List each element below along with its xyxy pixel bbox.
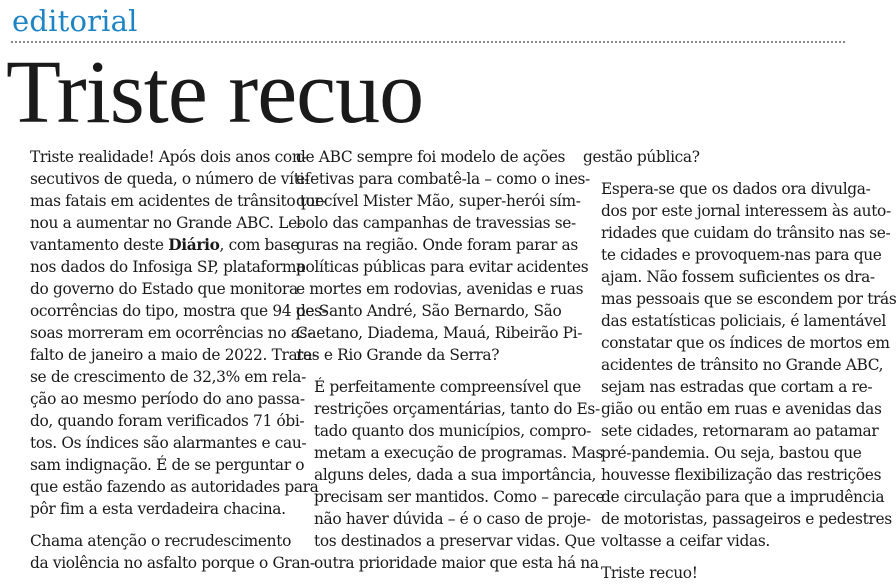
text-line: tos. Os índices são alarmantes e cau- bbox=[30, 434, 307, 452]
text-line: É perfeitamente compreensível que bbox=[314, 378, 581, 396]
article-column-1 bbox=[12, 146, 327, 574]
text-line: de motoristas, passageiros e pedestres bbox=[601, 510, 892, 528]
text-line: dos por este jornal interessem às auto- bbox=[601, 202, 891, 220]
text-line: pôr fim a esta verdadeira chacina. bbox=[30, 500, 286, 518]
text-line: ocorrências do tipo, mostra que 94 pes- bbox=[30, 302, 327, 320]
paragraph bbox=[583, 178, 896, 552]
text-line: te cidades e provoquem-nas para que bbox=[601, 246, 882, 264]
text-line: de ABC sempre foi modelo de ações bbox=[296, 148, 566, 166]
text-line: restrições orçamentárias, tanto do Es- bbox=[314, 400, 600, 418]
text-line: houvesse flexibilização das restrições bbox=[601, 466, 882, 484]
headline: Triste recuo bbox=[6, 43, 424, 142]
text-line: quecível Mister Mão, super-herói sím- bbox=[296, 192, 581, 210]
paragraph bbox=[583, 562, 845, 584]
text-line: guras na região. Onde foram parar as bbox=[296, 236, 578, 254]
text-line: e mortes em rodovias, avenidas e ruas bbox=[296, 280, 584, 298]
text-line: precisam ser mantidos. Como – parece bbox=[314, 488, 605, 506]
article-column-3 bbox=[583, 146, 896, 584]
text-line: nou a aumentar no Grande ABC. Le- bbox=[30, 214, 302, 232]
text-line: Chama atenção o recrudescimento bbox=[30, 532, 291, 550]
section-label: editorial bbox=[12, 4, 138, 38]
text-line: alguns deles, dada a sua importância, bbox=[314, 466, 597, 484]
text-segment: , com base bbox=[219, 236, 300, 254]
text-line: ajam. Não fossem suficientes os dra- bbox=[601, 268, 875, 286]
newspaper-name: Diário bbox=[168, 236, 220, 254]
text-line: Triste realidade! Após dois anos con- bbox=[30, 148, 307, 166]
paragraph bbox=[12, 146, 327, 520]
paragraph bbox=[296, 376, 605, 574]
article-column-2 bbox=[296, 146, 605, 574]
text-line: do, quando foram verificados 71 óbi- bbox=[30, 412, 305, 430]
text-line: de circulação para que a imprudência bbox=[601, 488, 885, 506]
text-line: gestão pública? bbox=[583, 148, 700, 166]
text-line: não haver dúvida – é o caso de proje- bbox=[314, 510, 591, 528]
text-line: sejam nas estradas que cortam a re- bbox=[601, 378, 873, 396]
text-line: políticas públicas para evitar acidentes bbox=[296, 258, 589, 276]
text-line: bolo das campanhas de travessias se- bbox=[296, 214, 576, 232]
text-line: Triste recuo! bbox=[601, 564, 698, 582]
text-line: sete cidades, retornaram ao patamar bbox=[601, 422, 879, 440]
text-line: mas fatais em acidentes de trânsito tor- bbox=[30, 192, 327, 210]
text-line: outra prioridade maior que esta há na bbox=[314, 554, 599, 572]
text-line: sam indignação. É de se perguntar o bbox=[30, 456, 305, 474]
text-line: pré-pandemia. Ou seja, bastou que bbox=[601, 444, 862, 462]
text-line: das estatísticas policiais, é lamentável bbox=[601, 312, 886, 330]
text-line: tado quanto dos municípios, compro- bbox=[314, 422, 591, 440]
text-line: metam a execução de programas. Mas bbox=[314, 444, 604, 462]
paragraph bbox=[296, 146, 590, 366]
text-line: nos dados do Infosiga SP, plataforma bbox=[30, 258, 305, 276]
text-line: da violência no asfalto porque o Gran- bbox=[30, 554, 315, 572]
text-line: secutivos de queda, o número de víti- bbox=[30, 170, 309, 188]
text-line bbox=[12, 234, 300, 256]
text-line: res e Rio Grande da Serra? bbox=[296, 346, 500, 364]
text-line: de Santo André, São Bernardo, São bbox=[296, 302, 562, 320]
text-line: gião ou então em ruas e avenidas das bbox=[601, 400, 882, 418]
paragraph bbox=[583, 146, 845, 168]
text-line: mas pessoais que se escondem por trás bbox=[601, 290, 896, 308]
text-line: constatar que os índices de mortos em bbox=[601, 334, 890, 352]
text-line: do governo do Estado que monitora bbox=[30, 280, 298, 298]
text-line: acidentes de trânsito no Grande ABC, bbox=[601, 356, 884, 374]
text-line: efetivas para combatê-la – como o ines- bbox=[296, 170, 590, 188]
text-line: voltasse a ceifar vidas. bbox=[601, 532, 770, 550]
text-segment: vantamento deste bbox=[30, 236, 169, 254]
text-line: tos destinados a preservar vidas. Que bbox=[314, 532, 596, 550]
text-line: se de crescimento de 32,3% em rela- bbox=[30, 368, 306, 386]
text-line: ridades que cuidam do trânsito nas se- bbox=[601, 224, 891, 242]
text-line: que estão fazendo as autoridades para bbox=[30, 478, 319, 496]
text-line: Espera-se que os dados ora divulga- bbox=[601, 180, 871, 198]
text-line: Caetano, Diadema, Mauá, Ribeirão Pi- bbox=[296, 324, 583, 342]
text-line: falto de janeiro a maio de 2022. Trata- bbox=[30, 346, 317, 364]
text-line: soas morreram em ocorrências no as- bbox=[30, 324, 312, 342]
text-line: ção ao mesmo período do ano passa- bbox=[30, 390, 305, 408]
paragraph bbox=[12, 530, 315, 574]
